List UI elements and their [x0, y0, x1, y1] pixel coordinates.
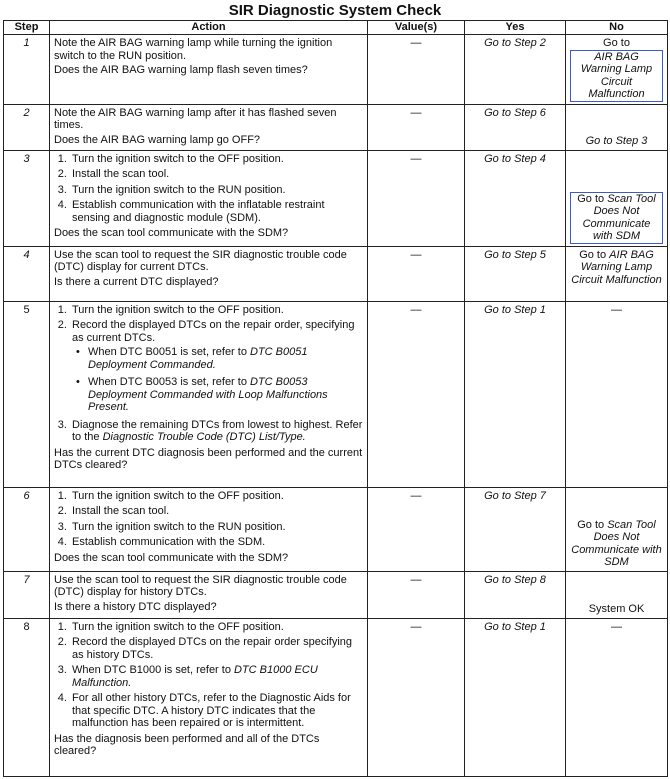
- action-question: Is there a current DTC displayed?: [54, 275, 219, 288]
- action-cell: [50, 618, 368, 776]
- action-question: Does the scan tool communicate with the SDM?: [54, 227, 289, 239]
- sub-list-text: When DTC B0051 is set, refer to: [88, 346, 251, 358]
- no-cell: —: [566, 301, 668, 487]
- step-number: 6: [4, 487, 50, 571]
- action-text: Note the AIR BAG warning lamp while turning the ignition switch to the RUN position.: [54, 37, 333, 62]
- action-cell: [50, 487, 368, 571]
- action-cell: [50, 150, 368, 246]
- step-number: 1: [4, 35, 50, 105]
- sub-list-item: [86, 376, 363, 414]
- action-steps: [54, 153, 363, 225]
- action-steps: [54, 304, 363, 444]
- list-item: 2. Install the scan tool.: [70, 505, 363, 518]
- value-cell: —: [368, 487, 465, 571]
- action-cell: [50, 104, 368, 150]
- list-item: 1. Turn the ignition switch to the OFF position.: [70, 304, 363, 317]
- table-row: [4, 487, 668, 571]
- list-item: 3. Turn the ignition switch to the RUN position.: [70, 184, 363, 197]
- no-cell: —: [566, 618, 668, 776]
- action-steps: [54, 621, 363, 730]
- no-link[interactable]: [570, 192, 663, 244]
- header-no: No: [566, 21, 668, 35]
- action-text: Use the scan tool to request the SIR diagnostic trouble code (DTC) display for current DTCs.: [54, 248, 347, 273]
- action-cell: [50, 35, 368, 105]
- list-item: 1. Turn the ignition switch to the OFF position.: [70, 490, 363, 503]
- no-prefix: Go to: [603, 37, 630, 49]
- sub-list-item: [86, 346, 363, 371]
- no-cell: [566, 246, 668, 301]
- table-row: [4, 301, 668, 487]
- list-item: 2. Install the scan tool.: [70, 168, 363, 181]
- step-number: 8: [4, 618, 50, 776]
- value-cell: —: [368, 618, 465, 776]
- step-number: 4: [4, 246, 50, 301]
- action-cell: [50, 571, 368, 618]
- no-cell: [566, 150, 668, 246]
- table-header-row: [4, 21, 668, 35]
- value-cell: —: [368, 301, 465, 487]
- action-question: Does the AIR BAG warning lamp flash seven times?: [54, 64, 308, 76]
- page-title: SIR Diagnostic System Check: [228, 2, 442, 19]
- list-item: 4. For all other history DTCs, refer to the Diagnostic Aids for that specific DTC. A history DTC indicates that the malfunction has been repaired or is intermittent.: [70, 692, 363, 730]
- value-cell: —: [368, 571, 465, 618]
- action-text: Use the scan tool to request the SIR diagnostic trouble code (DTC) display for history DTCs.: [54, 573, 347, 598]
- list-item: 4. Establish communication with the SDM.: [70, 536, 363, 549]
- reference-link[interactable]: Diagnostic Trouble Code (DTC) List/Type.: [102, 431, 306, 443]
- reference-link[interactable]: DTC B0053 Deployment Commanded with Loop Malfunctions Present.: [88, 376, 328, 413]
- no-cell: [566, 35, 668, 105]
- list-item: 1. Turn the ignition switch to the OFF position.: [70, 153, 363, 166]
- table-row: [4, 150, 668, 246]
- action-cell: [50, 246, 368, 301]
- value-cell: —: [368, 104, 465, 150]
- value-cell: —: [368, 150, 465, 246]
- list-item: 1. Turn the ignition switch to the OFF position.: [70, 621, 363, 634]
- value-cell: —: [368, 246, 465, 301]
- step-number: 7: [4, 571, 50, 618]
- list-item-text: Diagnose the remaining DTCs from lowest to highest. Refer to the: [72, 418, 363, 443]
- step-number: 2: [4, 104, 50, 150]
- yes-cell: Go to Step 8: [465, 571, 566, 618]
- action-text: Note the AIR BAG warning lamp after it has flashed seven times.: [54, 106, 337, 131]
- action-steps: [54, 490, 363, 549]
- table-row: [4, 571, 668, 618]
- header-yes: Yes: [465, 21, 566, 35]
- header-action: Action: [50, 21, 368, 35]
- step-number: 3: [4, 150, 50, 246]
- step-number: 5: [4, 301, 50, 487]
- no-cell: [566, 487, 668, 571]
- list-item: [70, 319, 363, 414]
- yes-cell: Go to Step 6: [465, 104, 566, 150]
- no-cell: System OK: [566, 571, 668, 618]
- yes-cell: Go to Step 7: [465, 487, 566, 571]
- action-question: Does the scan tool communicate with the SDM?: [54, 551, 289, 564]
- action-question: Is there a history DTC displayed?: [54, 600, 217, 613]
- list-item-text: When DTC B1000 is set, refer to: [72, 664, 235, 676]
- yes-cell: Go to Step 4: [465, 150, 566, 246]
- yes-cell: Go to Step 1: [465, 301, 566, 487]
- yes-cell: Go to Step 2: [465, 35, 566, 105]
- list-item: [70, 664, 363, 689]
- table-row: [4, 618, 668, 776]
- no-prefix: Go to: [577, 192, 608, 205]
- table-row: [4, 246, 668, 301]
- list-item: 3. Turn the ignition switch to the RUN position.: [70, 521, 363, 534]
- no-link-text: Scan Tool Does Not Communicate with SDM: [582, 192, 656, 242]
- diagnostic-table: [3, 20, 668, 777]
- no-prefix: Go to: [577, 518, 608, 531]
- action-question: Has the current DTC diagnosis been performed and the current DTCs cleared?: [54, 446, 363, 471]
- list-item: 4. Establish communication with the inflatable restraint sensing and diagnostic module (SDM).: [70, 199, 363, 224]
- sub-list-text: When DTC B0053 is set, refer to: [88, 376, 251, 388]
- reference-link[interactable]: DTC B0051 Deployment Commanded.: [88, 346, 308, 371]
- yes-cell: Go to Step 1: [465, 618, 566, 776]
- action-question: Does the AIR BAG warning lamp go OFF?: [54, 133, 261, 146]
- list-item: 2. Record the displayed DTCs on the repair order specifying as history DTCs.: [70, 636, 363, 661]
- no-prefix: Go to: [579, 248, 610, 261]
- header-step: Step: [4, 21, 50, 35]
- header-values: Value(s): [368, 21, 465, 35]
- table-row: [4, 104, 668, 150]
- value-cell: —: [368, 35, 465, 105]
- no-link[interactable]: AIR BAG Warning Lamp Circuit Malfunction: [570, 50, 663, 102]
- table-row: [4, 35, 668, 105]
- list-item: [70, 419, 363, 444]
- sub-list: [72, 346, 363, 414]
- list-item-text: Record the displayed DTCs on the repair order, specifying as current DTCs.: [72, 319, 355, 344]
- reference-link[interactable]: DTC B1000 ECU Malfunction.: [72, 664, 318, 689]
- no-link[interactable]: AIR BAG Warning Lamp Circuit Malfunction: [571, 248, 662, 286]
- no-link[interactable]: Scan Tool Does Not Communicate with SDM: [571, 518, 662, 568]
- action-cell: [50, 301, 368, 487]
- yes-cell: Go to Step 5: [465, 246, 566, 301]
- action-question: Has the diagnosis been performed and all of the DTCs cleared?: [54, 732, 320, 757]
- no-cell: Go to Step 3: [566, 104, 668, 150]
